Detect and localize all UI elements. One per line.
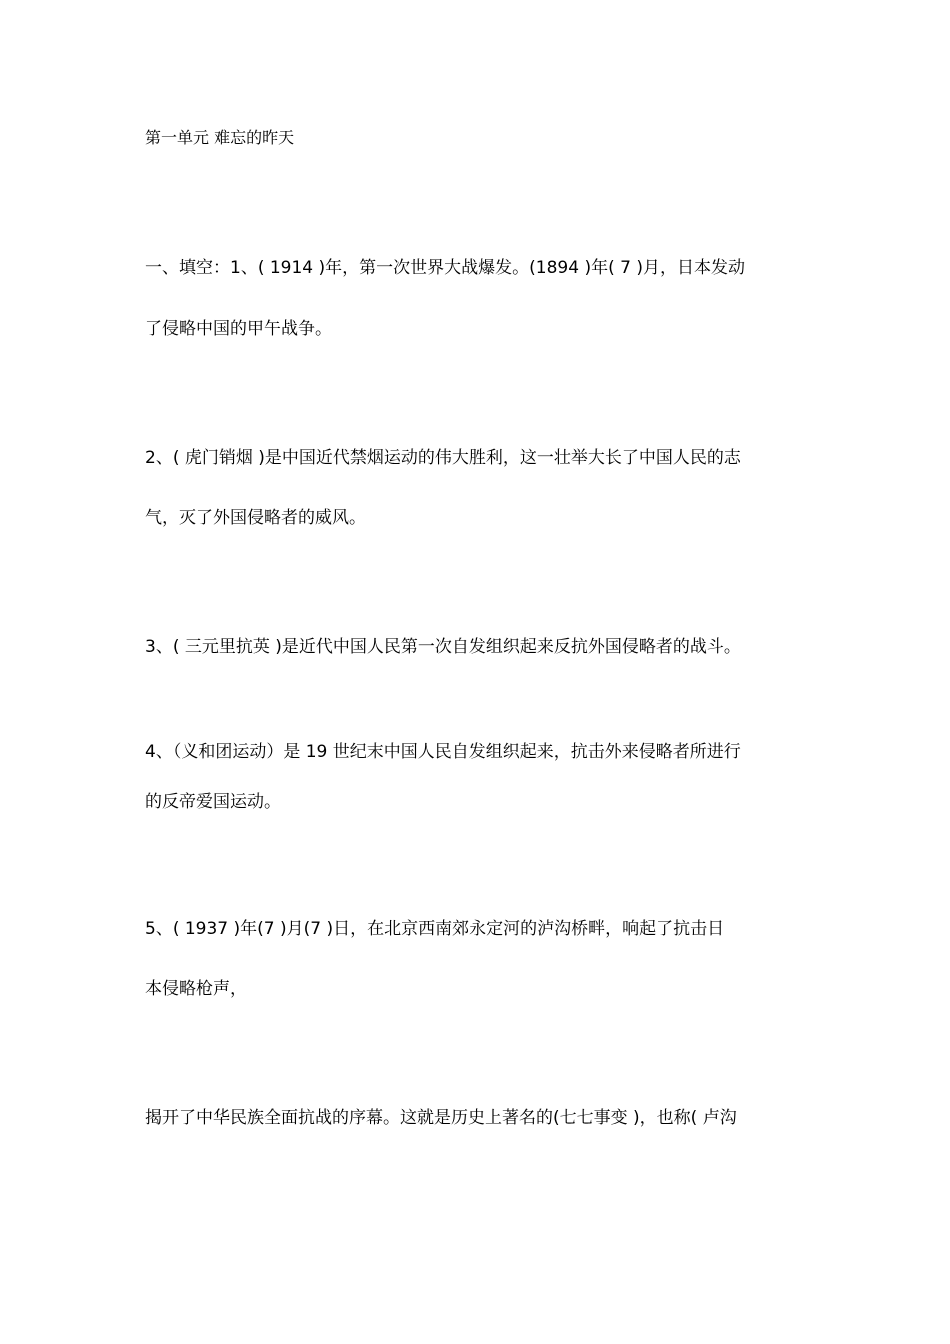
question-1-line-2: 了侵略中国的甲午战争。 <box>145 319 332 339</box>
question-1-line-1: 一、填空：1、( 1914 )年，第一次世界大战爆发。(1894 )年( 7 )月，日本发动 <box>145 258 745 278</box>
question-4-line-2: 的反帝爱国运动。 <box>145 792 281 812</box>
question-2-line-1: 2、( 虎门销烟 )是中国近代禁烟运动的伟大胜利，这一壮举大长了中国人民的志 <box>145 448 741 468</box>
question-3-line-1: 3、( 三元里抗英 )是近代中国人民第一次自发组织起来反抗外国侵略者的战斗。 <box>145 637 741 657</box>
question-2-line-2: 气，灭了外国侵略者的威风。 <box>145 508 366 528</box>
question-5-line-2: 本侵略枪声， <box>145 979 247 999</box>
question-5-continuation-line: 揭开了中华民族全面抗战的序幕。这就是历史上著名的(七七事变 )，也称( 卢沟 <box>145 1108 737 1128</box>
question-5-line-1: 5、( 1937 )年(7 )月(7 )日，在北京西南郊永定河的泸沟桥畔，响起了抗击日 <box>145 919 725 939</box>
document-title: 第一单元 难忘的昨天 <box>145 128 295 147</box>
question-4-line-1: 4、（义和团运动）是 19 世纪末中国人民自发组织起来，抗击外来侵略者所进行 <box>145 742 741 762</box>
